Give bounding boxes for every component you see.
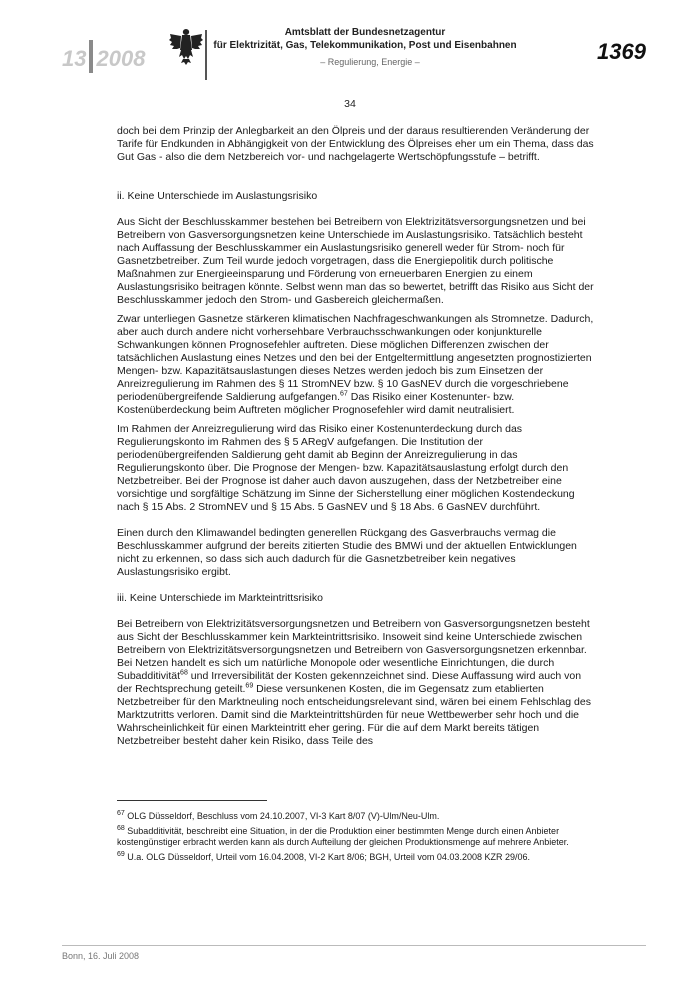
paragraph-6-text-a: Bei Betreibern von Elektrizitätsversorgungsnetzen und Betreibern von Gasversorgungsnetzen besteht aus Sicht der Beschlusskammer kein Markteintrittsrisiko. Insoweit sind keine Unterschiede zwischen Betreibern von Elektrizitätsversorgungsnetzen und Betreibern von Gasversorgungsnetzen erkennbar. Bei Netzen handelt es sich um natürliche Monopole oder wesentliche Einrichtungen, die durch Subadditivität bbox=[117, 618, 590, 682]
paragraph-2: Aus Sicht der Beschlusskammer bestehen bei Betreibern von Elektrizitätsversorgungsnetzen und bei Betreibern von Gasversorgungsnetzen keine Unterschiede im Auslastungsrisiko. Tatsächlich besteht nach Auffassung der Beschlusskammer ein Auslastungsrisiko generell weder für Strom- noch für Gasnetzbetreiber. Zum Teil wurde jedoch vorgetragen, dass die Energiepolitik durch politische Maßnahmen zur Energieeinsparung und Förderung von erneuerbaren Energien zu einem Auslastungsrisiko beitragen könnte. Selbst wenn man das so bewertet, betrifft das Risiko aus Sicht der Beschlusskammer jedoch den Strom- und Gasbereich gleichermaßen. bbox=[117, 216, 594, 306]
gazette-title: Amtsblatt der Bundesnetzagentur bbox=[284, 27, 446, 38]
footnote-separator bbox=[117, 800, 267, 801]
paragraph-6-text-b: und Irreversibilität der Kosten gekennzeichnet sind. Diese Auffassung wird auch von der Rechtsprechung geteilt. bbox=[117, 670, 582, 695]
footnote-text: OLG Düsseldorf, Beschluss vom 24.10.2007, VI-3 Kart 8/07 (V)-Ulm/Neu-Ulm. bbox=[124, 811, 440, 821]
footnote-ref-67[interactable]: 67 bbox=[340, 390, 348, 398]
paragraph-4: Im Rahmen der Anreizregulierung wird das Risiko einer Kostenunterdeckung durch das Regulierungskonto im Rahmen des § 5 ARegV aufgefangen. Die Institution der periodenübergreifenden Saldierung geht damit ab Beginn der Anreizregulierung in das Regulierungskonto über. Die Prognose der Mengen- bzw. Kapazitätsauslastung erfolgt durch den Netzbetreiber. Bei der Prognose ist daher auch davon auszugehen, dass der Netzbetreiber eine vorsichtige und sorgfältige Schätzung im Sinne der Sicherstellung einer möglichen Kostendeckung nach § 15 Abs. 2 StromNEV und § 15 Abs. 5 GasNEV und § 18 Abs. 6 GasNEV durchführt. bbox=[117, 423, 575, 513]
issue-number: 13 bbox=[62, 46, 87, 71]
section-heading-iii: iii. Keine Unterschiede im Markteintrittsrisiko bbox=[117, 592, 323, 604]
footnote-67 bbox=[117, 811, 597, 823]
footnote-text: U.a. OLG Düsseldorf, Urteil vom 16.04.2008, VI-2 Kart 8/06; BGH, Urteil vom 04.03.2008 KZR 29/06. bbox=[124, 851, 530, 862]
document-body bbox=[117, 125, 597, 748]
footnotes bbox=[117, 811, 597, 866]
paragraph-3-text-b: Das Risiko einer Kostenunter- bzw. Kostenüberdeckung beim Auftreten möglicher Prognosefehler wird damit neutralisiert. bbox=[117, 391, 515, 416]
footnote-69 bbox=[117, 852, 597, 864]
paragraph-6-text-c: Diese versunkenen Kosten, die im Gegensatz zum etablierten Netzbetreiber für den Marktneuling noch entscheidungsrelevant sind, wären bei einem Fehlschlag des Marktzutritts verloren. Damit sind die Markteintrittshürden für neue Wettbewerber sehr hoch und die Wahrscheinlichkeit für einen Markteintritt eher gering. Für die auf dem Markt bereits tätigen Netzbetreiber besteht daher kein Risiko, dass Teile des bbox=[117, 683, 591, 747]
footnote-number: 67 bbox=[117, 810, 125, 817]
footnote-ref-68[interactable]: 68 bbox=[180, 669, 188, 677]
footnote-68 bbox=[117, 826, 597, 849]
footnote-number: 69 bbox=[117, 850, 125, 858]
issue-divider bbox=[89, 40, 93, 73]
issue-label bbox=[62, 40, 145, 73]
gazette-title-sub: für Elektrizität, Gas, Telekommunikation, Post und Eisenbahnen bbox=[213, 40, 517, 51]
footer-rule bbox=[62, 945, 646, 946]
footer-date: Bonn, 16. Juli 2008 bbox=[62, 951, 140, 961]
gazette-section: – Regulierung, Energie – bbox=[320, 57, 420, 67]
paragraph-3 bbox=[117, 313, 597, 417]
paragraph-6 bbox=[117, 618, 597, 748]
section-heading-ii: ii. Keine Unterschiede im Auslastungsrisiko bbox=[117, 190, 318, 202]
footnote-text: Subadditivität, beschreibt eine Situation, in der die Produktion einer bestimmten Menge durch einen Anbieter kostengünstiger erbracht werden kann als durch Aufteilung der gleichen Produktionsmenge auf mehrere Anbieter. bbox=[117, 825, 569, 847]
paragraph-3-text-a: Zwar unterliegen Gasnetze stärkeren klimatischen Nachfrageschwankungen als Stromnetze. Dadurch, aber auch durch andere nicht vorhersehbare Verbrauchsschwankungen oder konjunkturelle Schwankungen können Prognosefehler auftreten. Diese möglichen Differenzen zwischen der tatsächlichen Auslastung eines Netzes und den bei der Entgeltermittlung angesetzten prognostizierten Mengen- bzw. Kapazitätsauslastungen dieses Netzes werden jedoch bis zum Einsetzen der Anreizregulierung im Rahmen des § 11 StromNEV bzw. § 10 GasNEV durch die vorgeschriebene periodenübergreifende Saldierung aufgefangen. bbox=[117, 313, 594, 403]
federal-eagle-icon bbox=[168, 26, 204, 68]
paragraph-5: Einen durch den Klimawandel bedingten generellen Rückgang des Gasverbrauchs vermag die Beschlusskammer aufgrund der bereits zitierten Studie des BMWi und der aktuellen Entwicklungen nicht zu erkennen, so dass sich auch dadurch für die Gasnetzbetreiber kein negatives Auslastungsrisiko ergibt. bbox=[117, 527, 577, 578]
issue-year: 2008 bbox=[96, 46, 146, 71]
footnote-ref-69[interactable]: 69 bbox=[245, 682, 254, 690]
gazette-page-number: 1369 bbox=[597, 39, 646, 64]
inner-page-number: 34 bbox=[344, 98, 356, 110]
footnote-number: 68 bbox=[117, 824, 125, 832]
paragraph-1: doch bei dem Prinzip der Anlegbarkeit an den Ölpreis und der daraus resultierenden Veränderung der Tarife für Endkunden in Abhängigkeit von der Entwicklung des Ölpreises eher um ein Thema, dass das Gut Gas - also die dem Netzbereich vor- und nachgelagerte Wertschöpfungsstufe – betrifft. bbox=[117, 125, 594, 163]
